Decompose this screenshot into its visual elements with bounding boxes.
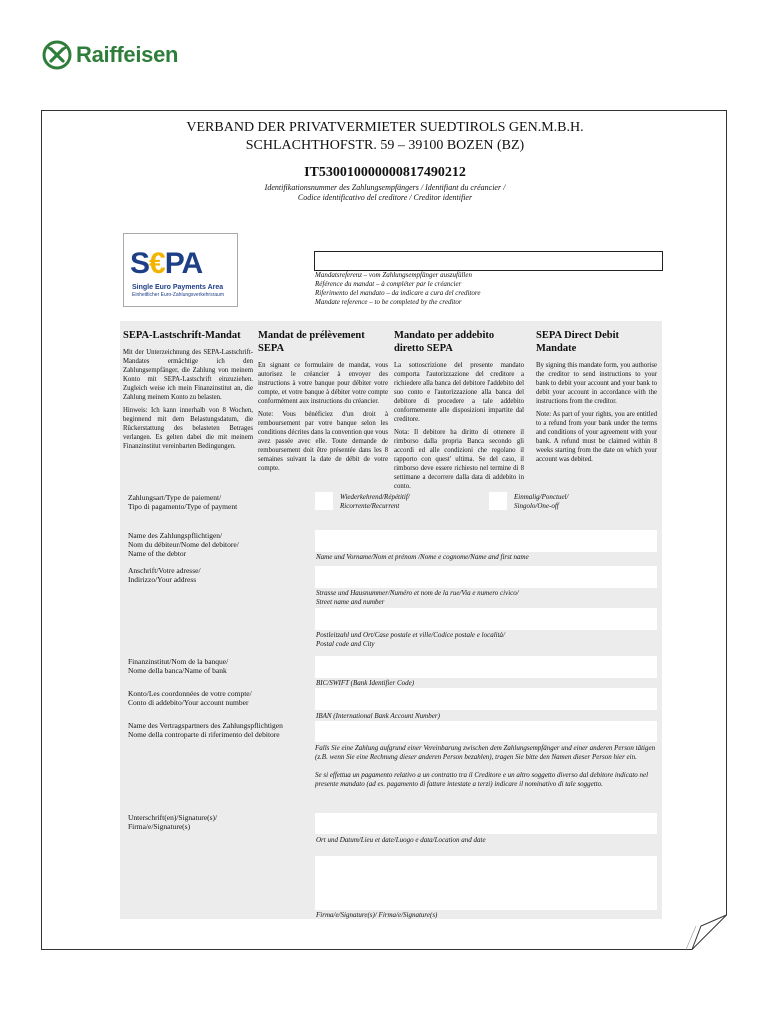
mandate-reference-labels: Mandatsreferenz – vom Zahlungsempfänger auszufüllen Référence du mandat – à compléter par le créancier Riferimento del mandato – da indicare a cura del creditore Mandate reference – to be completed by the creditor bbox=[315, 271, 481, 306]
city-input[interactable] bbox=[315, 608, 657, 630]
recurrent-checkbox[interactable] bbox=[315, 492, 333, 510]
reference-party-label: Name des Vertragspartners des Zahlungspflichtigen Nome della controparte di riferimento del debitore bbox=[128, 721, 283, 739]
oneoff-checkbox[interactable] bbox=[489, 492, 507, 510]
column-it bbox=[394, 329, 524, 491]
address-label: Anschrift/Votre adresse/ Indirizzo/Your address bbox=[128, 566, 201, 584]
column-en bbox=[536, 329, 657, 464]
column-de bbox=[123, 329, 253, 451]
signature-label: Unterschrift(en)/Signature(s)/ Firma/e/Signature(s) bbox=[128, 813, 218, 831]
place-date-input[interactable] bbox=[315, 813, 657, 834]
sepa-logo: S€PA Single Euro Payments Area Einheitlicher Euro-Zahlungsverkehrsraum bbox=[123, 233, 238, 307]
bank-name: Raiffeisen bbox=[76, 42, 179, 67]
column-note: Note: As part of your rights, you are entitled to a refund from your bank under the terms and conditions of your agreement with your bank. A refund must be claimed within 8 weeks starting from the date on which your account was debited. bbox=[536, 411, 657, 463]
creditor-name: VERBAND DER PRIVATVERMIETER SUEDTIROLS GEN.M.B.H. bbox=[186, 120, 584, 135]
mandate-reference-field[interactable] bbox=[314, 251, 663, 271]
column-text: Mit der Unterzeichnung des SEPA-Lastschrift-Mandates ermächtige ich den Zahlungsempfänger, die Zahlung von meinem Konto mit SEPA-Lastschrift einzuziehen. Zugleich weise ich mein Finanzinstitut an, die Zahlung meinem Konto zu belasten. bbox=[123, 349, 253, 401]
sepa-logo-wordmark: S€PA bbox=[130, 247, 203, 280]
creditor-id-caption: Identifikationsnummer des Zahlungsempfängers / Identifiant du créancier / Codice identificativo del creditore / Creditor identifier bbox=[264, 183, 506, 202]
raiffeisen-logo bbox=[42, 40, 178, 70]
reference-party-input[interactable] bbox=[315, 721, 657, 742]
iban-caption: IBAN (International Bank Account Number) bbox=[316, 712, 440, 720]
column-title: SEPA-Lastschrift-Mandat bbox=[123, 330, 241, 341]
iban-input[interactable] bbox=[315, 688, 657, 710]
oneoff-label: Einmalig/Ponctuel/ Singolo/One-off bbox=[514, 493, 569, 510]
payment-type-label: Zahlungsart/Type de paiement/ Tipo di pagamento/Type of payment bbox=[128, 493, 238, 511]
creditor-address: SCHLACHTHOFSTR. 59 – 39100 BOZEN (BZ) bbox=[245, 138, 525, 153]
column-text: En signant ce formulaire de mandat, vous autorisez le créancier à envoyer des instructions à votre banque pour débiter votre compte, et votre banque à débiter votre compte conformément aux instructions du créancier. bbox=[258, 362, 388, 405]
column-title: Mandat de prélèvement SEPA bbox=[258, 330, 365, 354]
signature-input[interactable] bbox=[315, 856, 657, 910]
place-date-caption: Ort und Datum/Lieu et date/Luogo e data/Location and date bbox=[316, 836, 486, 844]
street-caption: Strasse und Hausnummer/Numéro et nom de la rue/Via e numero civico/ Street name and number bbox=[316, 589, 519, 606]
column-text: By signing this mandate form, you authorise the creditor to send instructions to your bank to debit your account and your bank to debit your account in accordance with the instructions from the creditor. bbox=[536, 362, 658, 405]
column-note: Hinweis: Ich kann innerhalb von 8 Wochen, beginnend mit dem Belastungsdatum, die Rückerstattung des belasteten Betrages verlangen. Es gelten dabei die mit meinem Finanzinstitut vereinbarten Bedingungen. bbox=[123, 407, 253, 450]
debtor-name-input[interactable] bbox=[315, 530, 657, 552]
signature-caption: Firma/e/Signature(s)/ Firma/e/Signature(s) bbox=[316, 911, 438, 919]
bank-name-label: Finanzinstitut/Nom de la banque/ Nome della banca/Name of bank bbox=[128, 657, 229, 675]
street-input[interactable] bbox=[315, 566, 657, 588]
column-note: Nota: Il debitore ha diritto di ottenere il rimborso dalla propria Banca secondo gli accordi ed alle condizioni che regolano il rapporto con quest' ultima. Se del caso, il rimborso deve essere richiesto nel termine di 8 settimane a decorrere dalla data di addebito in conto. bbox=[394, 429, 524, 490]
column-title: SEPA Direct Debit Mandate bbox=[536, 330, 620, 354]
column-title: Mandato per addebito diretto SEPA bbox=[394, 330, 495, 354]
recurrent-label: Wiederkehrend/Répétitif/ Ricorrente/Recurrent bbox=[340, 493, 410, 510]
debtor-name-caption: Name und Vorname/Nom et prénom /Nome e cognome/Name and first name bbox=[316, 553, 529, 561]
bic-input[interactable] bbox=[315, 656, 657, 678]
reference-party-note-it: Se si effettua un pagamento relativo a un contratto tra il Creditore e un altro soggetto diverso dal debitore indicato nel presente mandato (ad es. pagamento di fatture intestate a terzi) indicare il nominativo di tale soggetto. bbox=[315, 771, 649, 788]
debtor-name-label: Name des Zahlungspflichtigen/ Nom du débiteur/Nome del debitore/ Name of the debtor bbox=[128, 531, 239, 558]
city-caption: Postleitzahl und Ort/Case postale et ville/Codice postale e località/ Postal code and City bbox=[316, 631, 505, 648]
creditor-id: IT530010000000817490212 bbox=[304, 165, 466, 180]
bic-caption: BIC/SWIFT (Bank Identifier Code) bbox=[316, 679, 415, 687]
column-fr bbox=[258, 329, 388, 473]
column-text: La sottoscrizione del presente mandato comporta l'autorizzazione del creditore a richiedere alla banca del debitore l'addebito del suo conto e l'autorizzazione alla banca del debitore di procedere a tale addebito conformemente alle disposizioni impartite dal creditore. bbox=[394, 362, 524, 423]
column-note: Note: Vous bénéficiez d'un droit à remboursement par votre banque selon les conditions décrites dans la convention que vous avez passée avec elle. Toute demande de remboursement doit être présentée dans les 8 semaines suivant la date de débit de votre compte. bbox=[258, 411, 388, 472]
account-label: Konto/Les coordonnées de votre compte/ Conto di addebito/Your account number bbox=[128, 689, 252, 707]
reference-party-note-de: Falls Sie eine Zahlung aufgrund einer Vereinbarung zwischen dem Zahlungsempfänger und einer anderen Person tätigen (z.B. wenn Sie eine Rechnung dieser anderen Person bezahlen), tragen Sie bitte den Namen dieser Person hier ein. bbox=[315, 744, 656, 761]
raiffeisen-gable-icon bbox=[42, 40, 72, 70]
